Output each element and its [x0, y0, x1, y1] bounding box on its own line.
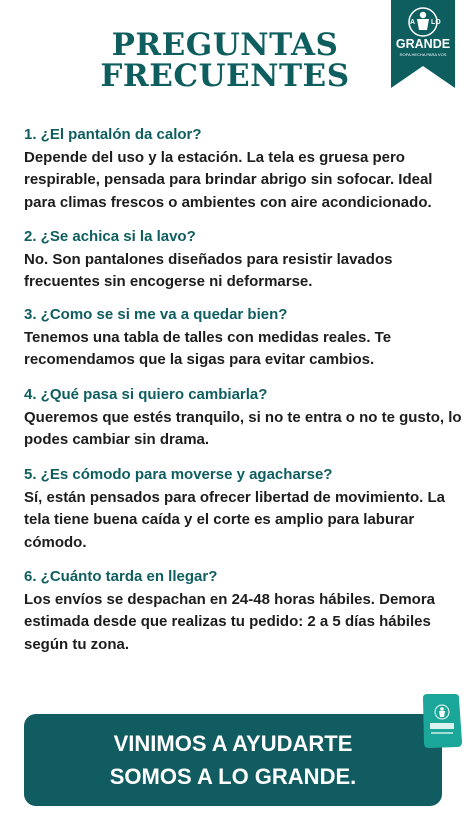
faq-question: 3. ¿Como se si me va a quedar bien? — [24, 306, 288, 323]
logo-tagline: ROPA HECHA PARA VOS — [399, 52, 447, 57]
faq-answer: Los envíos se despachan en 24-48 horas hábiles. Demora estimada desde que realizas tu pedido: 2 a 5 días hábiles según tu zona. — [24, 590, 435, 653]
cta-banner — [24, 714, 442, 806]
banner-line-2: SOMOS A LO GRANDE. — [109, 764, 357, 789]
title-line-1: PREGUNTAS — [111, 27, 339, 63]
logo-word-main: GRANDE — [395, 37, 451, 51]
faq-item-4 — [24, 384, 462, 452]
logo-word-lo: LO — [431, 19, 441, 26]
faq-item-3 — [24, 304, 462, 372]
faq-answer: Tenemos una tabla de talles con medidas reales. Te recomendamos que la sigas para evitar cambios. — [24, 328, 392, 368]
faq-question: 5. ¿Es cómodo para moverse y agacharse? — [24, 466, 333, 483]
faq-answer: Queremos que estés tranquilo, si no te entra o no te gusto, lo podes cambiar sin drama. — [24, 408, 462, 448]
faq-answer: Sí, están pensados para ofrecer libertad de movimiento. La tela tiene buena caída y el corte es amplio para laburar cómodo. — [24, 488, 445, 551]
banner-line-1: VINIMOS A AYUDARTE — [113, 731, 353, 756]
faq-question: 4. ¿Qué pasa si quiero cambiarla? — [24, 386, 268, 403]
faq-question: 1. ¿El pantalón da calor? — [24, 126, 202, 143]
faq-question: 2. ¿Se achica si la lavo? — [24, 228, 196, 245]
faq-item-2 — [24, 226, 462, 294]
logo-word-a: A — [410, 19, 416, 26]
faq-item-6 — [24, 566, 462, 656]
brand-sticker-icon — [421, 692, 463, 750]
faq-question: 6. ¿Cuánto tarda en llegar? — [24, 568, 218, 585]
brand-logo — [391, 0, 455, 88]
page-title — [90, 27, 360, 94]
faq-item-5 — [24, 464, 462, 554]
faq-item-1 — [24, 124, 462, 214]
faq-answer: Depende del uso y la estación. La tela es gruesa pero respirable, pensada para brindar abrigo sin sofocar. Ideal para climas frescos o ambientes con aire acondicionado. — [24, 148, 433, 211]
title-line-2: FRECUENTES — [100, 58, 350, 94]
faq-answer: No. Son pantalones diseñados para resistir lavados frecuentes sin encogerse ni deformarse. — [24, 250, 393, 290]
